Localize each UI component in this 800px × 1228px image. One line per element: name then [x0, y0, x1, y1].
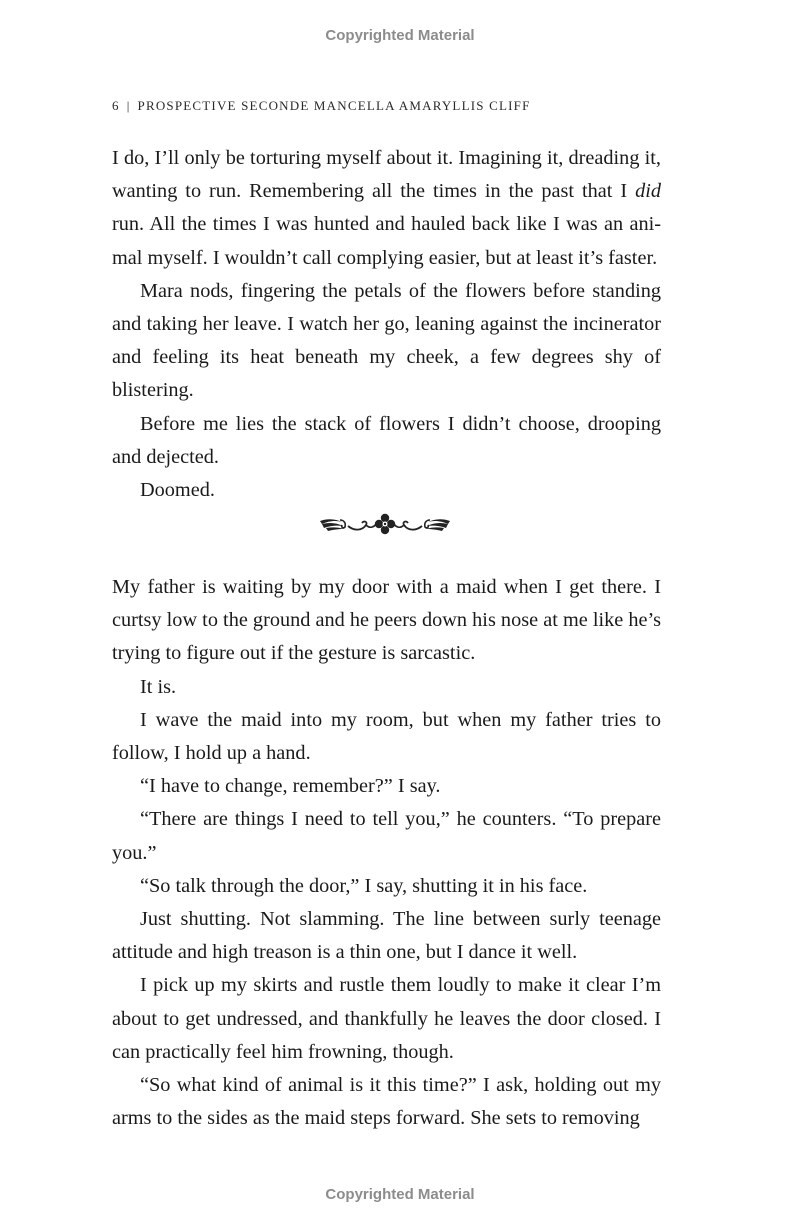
- copyright-watermark-top: Copyrighted Material: [325, 27, 475, 44]
- paragraph: Mara nods, fingering the petals of the flowers before standing and taking her leave. I watch her go, leaning against the incinerator and feeling its heat beneath my cheek, a few degrees shy of blistering.: [112, 279, 661, 402]
- copyright-watermark-bottom: Copyrighted Material: [325, 1186, 475, 1203]
- paragraph: “There are things I need to tell you,” he counters. “To prepare you.”: [112, 808, 661, 864]
- paragraph: “So talk through the door,” I say, shutting it in his face.: [140, 874, 588, 897]
- paragraph: It is.: [140, 675, 177, 698]
- italic-emphasis: did: [635, 180, 661, 203]
- fleuron-divider-icon: [318, 509, 452, 537]
- running-head: [112, 98, 672, 114]
- paragraph-text: run. All the times I was hunted and hauled back like I was an animal myself. I wouldn’t call complying easier, but at least it’s faster.: [112, 213, 661, 269]
- paragraph: “So what kind of animal is it this time?” I ask, holding out my arms to the sides as the maid steps forward. She sets to removing: [112, 1074, 661, 1130]
- paragraph: [112, 142, 661, 275]
- paragraph: Just shutting. Not slamming. The line between surly teenage attitude and high treason is a thin one, but I dance it well.: [112, 908, 661, 964]
- paragraph: I pick up my skirts and rustle them loudly to make it clear I’m about to get undressed, and thankfully he leaves the door closed. I can practically feel him frowning, though.: [112, 974, 661, 1063]
- paragraph: Before me lies the stack of flowers I didn’t choose, drooping and dejected.: [112, 412, 661, 468]
- chapter-title: PROSPECTIVE SECONDE MANCELLA AMARYLLIS CLIFF: [137, 98, 531, 113]
- page-number: 6: [112, 98, 120, 113]
- running-head-separator: |: [126, 98, 131, 113]
- section-one-text: [112, 142, 661, 507]
- paragraph: I wave the maid into my room, but when my father tries to follow, I hold up a hand.: [112, 708, 661, 765]
- paragraph: My father is waiting by my door with a maid when I get there. I curtsy low to the ground and he peers down his nose at me like he’s trying to figure out if the gesture is sarcastic.: [112, 576, 661, 665]
- paragraph: Doomed.: [140, 479, 215, 502]
- paragraph: “I have to change, remember?” I say.: [140, 775, 441, 798]
- section-two-text: [112, 571, 661, 1135]
- paragraph-text: I do, I’ll only be torturing myself about it. Imagining it, dreading it, wanting to run. Remembering all the times in the past that I: [112, 147, 661, 203]
